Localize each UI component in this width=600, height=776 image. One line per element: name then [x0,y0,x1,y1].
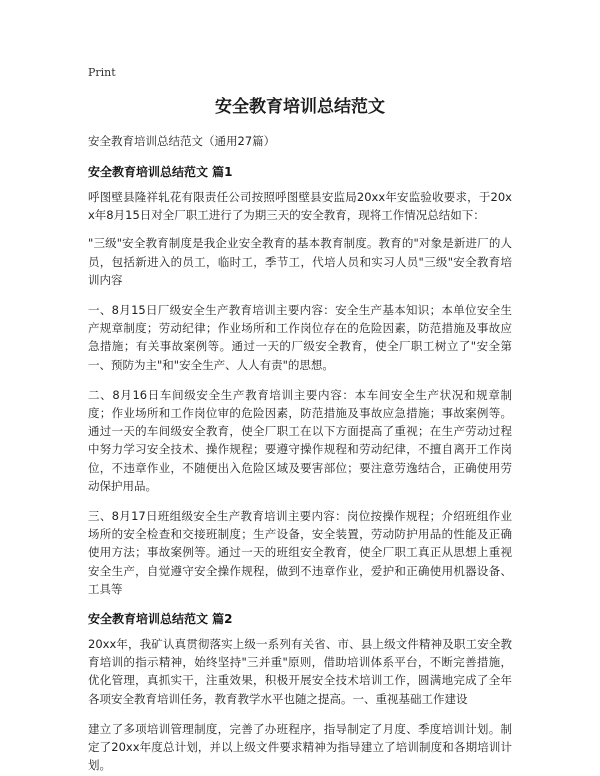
section-heading-2: 安全教育培训总结范文 篇2 [88,612,233,627]
section-1-paragraph-4: 二、8月16日车间级安全生产教育培训主要内容：本车间安全生产状况和规章制度；作业场所和工作岗位审的危险因素，防范措施及事故应急措施；事故案例等。通过一天的车间级安全教育，使全厂职工在以下方面提高了重视；在生产劳动过程中努力学习安全技术、操作规程；要遵守操作规程和劳动纪律，不擅自离开工作岗位，不违章作业，不随便出入危险区域及要害部位；要注意劳逸结合，正确使用劳动保护用品。 [88,387,512,493]
section-2-paragraph-2: 建立了多项培训管理制度，完善了办班程序，指导制定了月度、季度培训计划。制定了20xx年度总计划，并以上级文件要求精神为指导建立了培训制度和各期培训计划。 [88,721,512,773]
section-1-paragraph-2: "三级"安全教育制度是我企业安全教育的基本教育制度。教育的"对象是新进厂的人员，包括新进入的员工，临时工，季节工，代培人员和实习人员"三级"安全教育培训内容 [88,236,512,287]
section-heading-1: 安全教育培训总结范文 篇1 [88,165,233,179]
section-1-paragraph-3: 一、8月15日厂级安全生产教育培训主要内容：安全生产基本知识；本单位安全生产规章制度；劳动纪律；作业场所和工作岗位存在的危险因素，防范措施及事故应急措施；有关事故案例等。通过一天的厂级安全教育，使全厂职工树立了"安全第一、预防为主"和"安全生产、人人有责"的思想。 [88,303,512,372]
document-title: 安全教育培训总结范文 [215,97,385,117]
section-2-paragraph-1: 20xx年，我矿认真贯彻落实上级一系列有关省、市、县上级文件精神及职工安全教育培训的指示精神，始终坚持"三并重"原则，借助培训体系平台，不断完善措施，优化管理，真抓实干，注重效果，积极开展安全技术培训工作，圆满地完成了全年各项安全教育培训任务，教育教学水平也随之提高。一、重视基础工作建设 [88,637,512,706]
section-1-paragraph-1: 呼图壁县隆祥轧花有限责任公司按照呼图壁县安监局20xx年安监验收要求，于20xx年8月15日对全厂职工进行了为期三天的安全教育，现将工作情况总结如下： [88,190,512,223]
print-label: Print [88,66,116,79]
document-subtitle: 安全教育培训总结范文（通用27篇） [88,134,276,148]
section-1-paragraph-5: 三、8月17日班组级安全生产教育培训主要内容：岗位按操作规程；介绍班组作业场所的安全检查和交接班制度；生产设备，安全装置，劳动防护用品的性能及正确使用方法；事故案例等。通过一天的班组安全教育，使全厂职工真正从思想上重视安全生产，自觉遵守安全操作规程，做到不违章作业，爱护和正确使用机器设备、工具等 [88,509,512,596]
